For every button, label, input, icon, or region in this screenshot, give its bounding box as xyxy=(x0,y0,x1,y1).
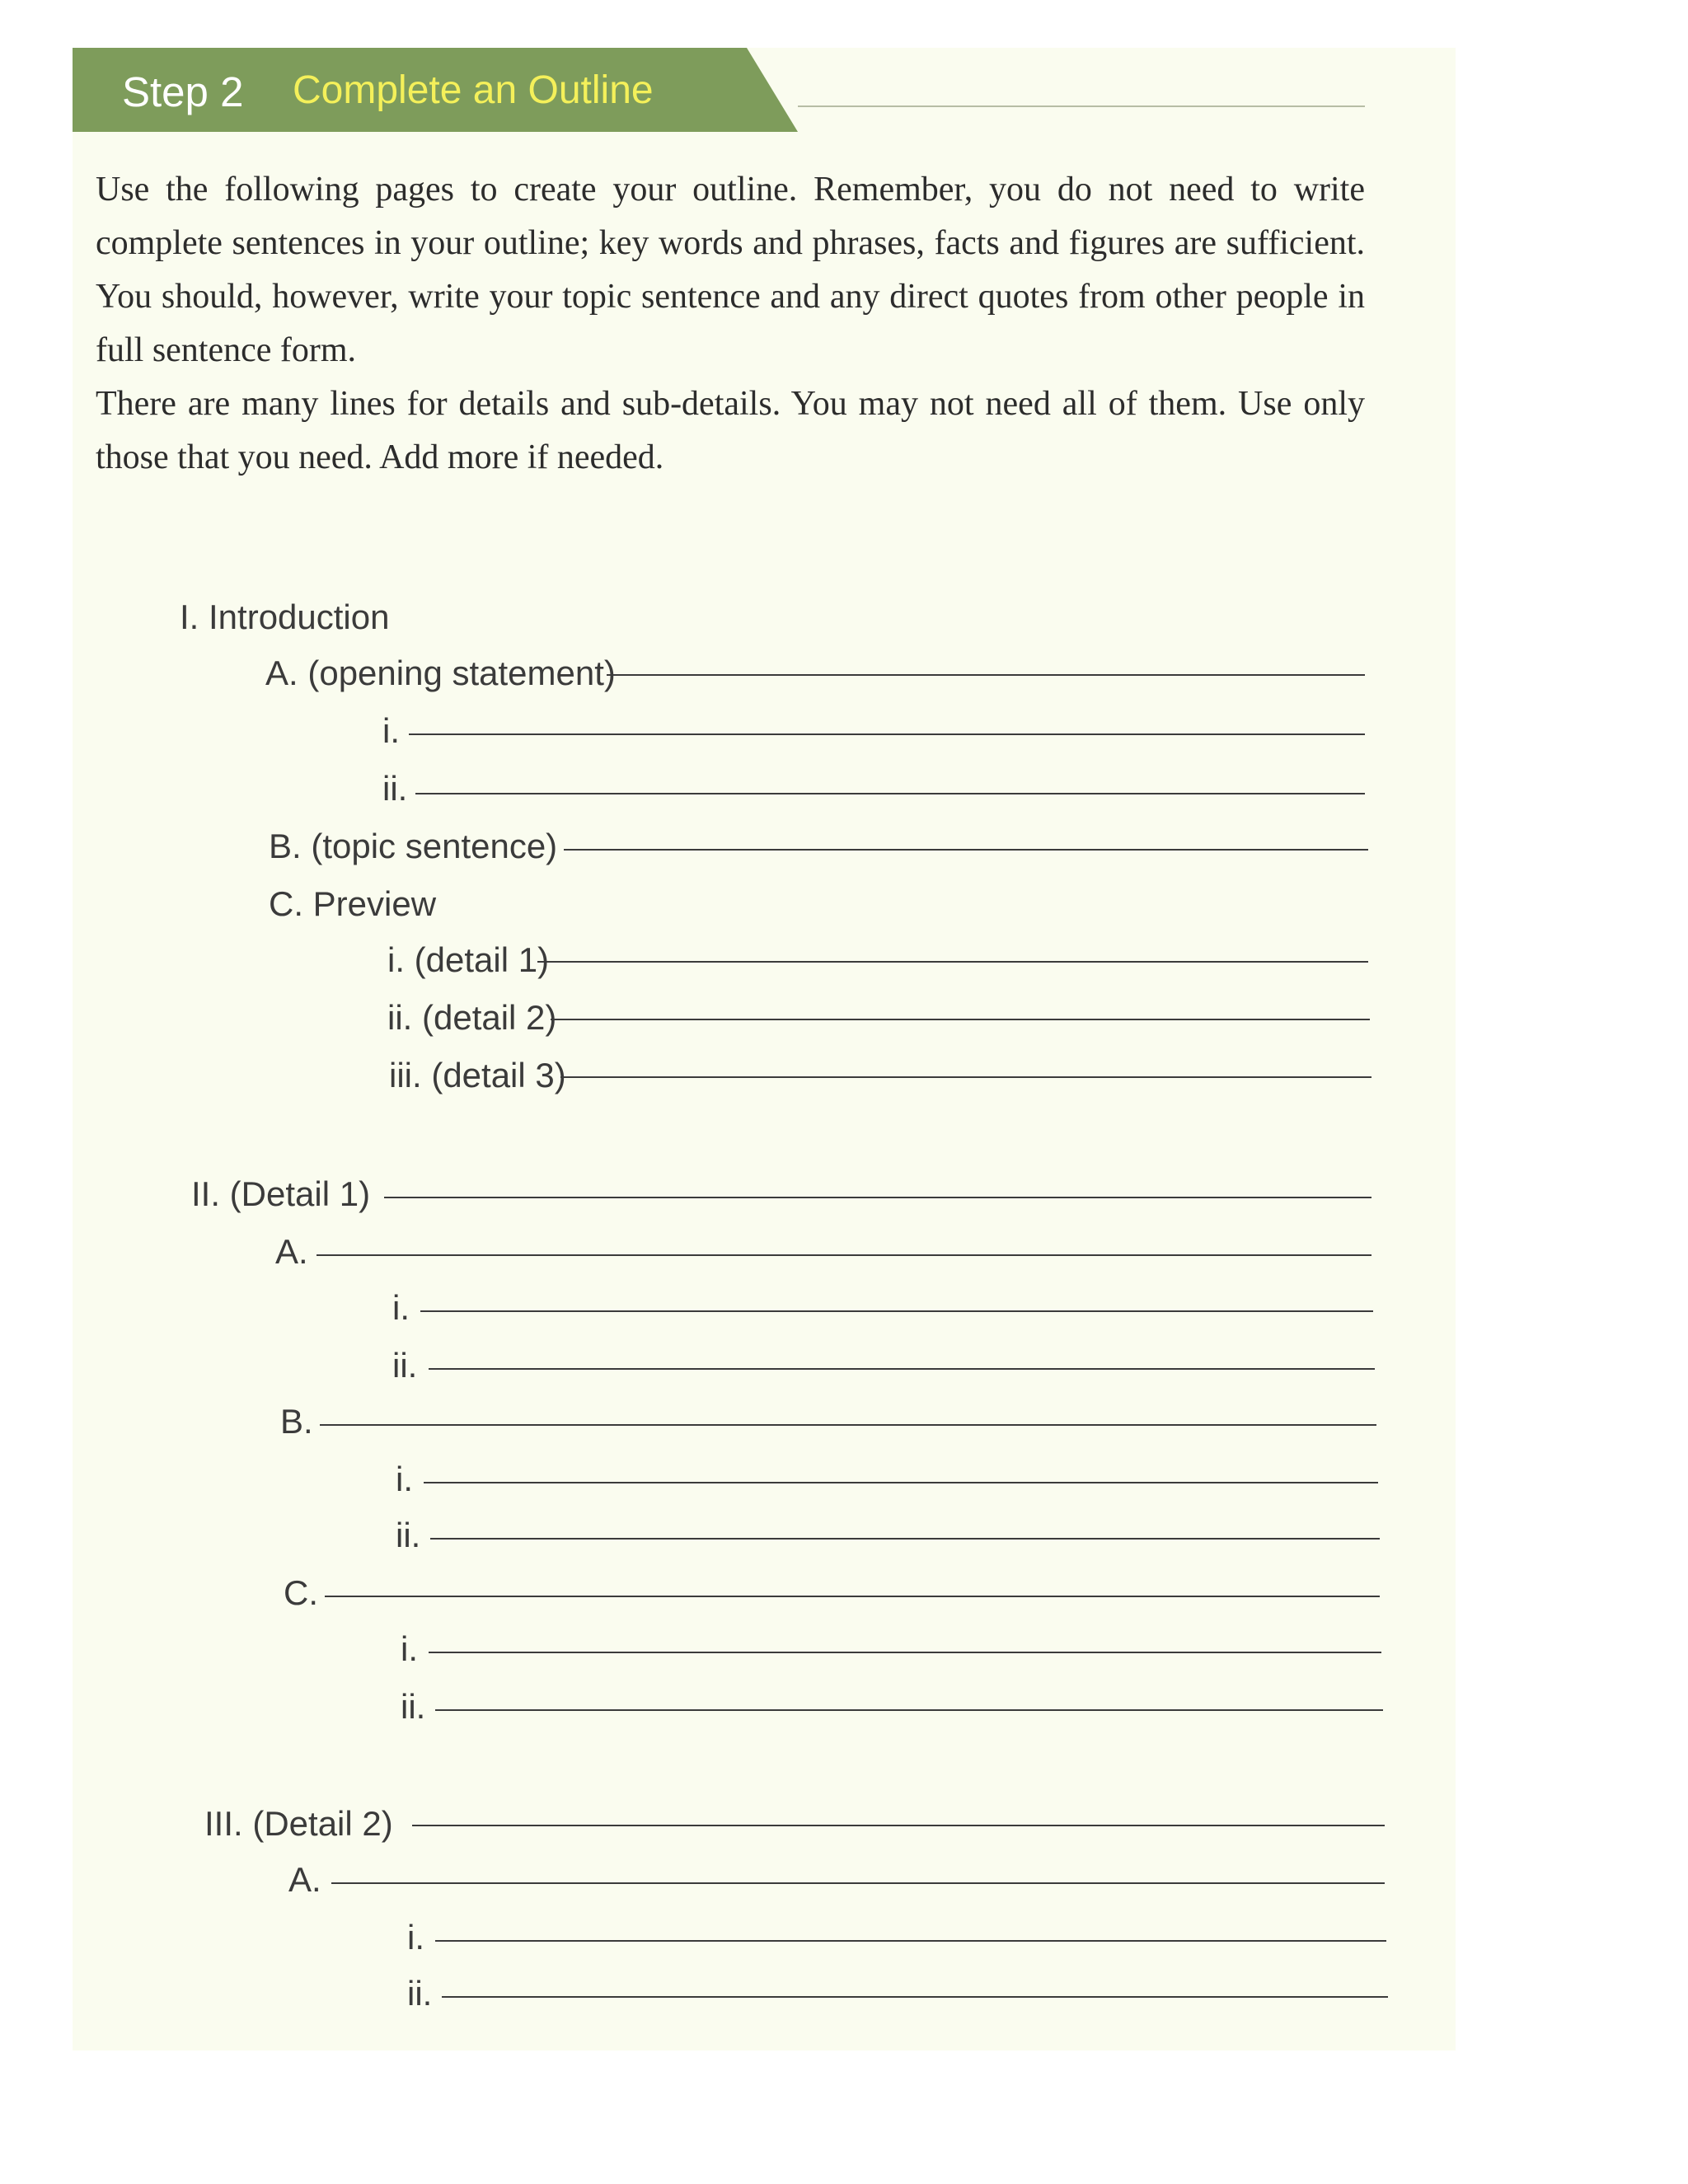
opening-statement-ii-line[interactable] xyxy=(415,793,1365,794)
detail-1-a-line[interactable] xyxy=(316,1254,1372,1256)
outline-subitem-label: ii. xyxy=(401,1687,426,1726)
outline-heading-detail-1: II. (Detail 1) xyxy=(191,1174,371,1213)
outline-item-label: B. xyxy=(280,1402,313,1441)
outline-item-opening-statement: A. (opening statement) xyxy=(265,654,616,692)
instructions xyxy=(96,163,1365,485)
outline-item-topic-sentence: B. (topic sentence) xyxy=(269,827,558,865)
outline-heading-introduction: I. Introduction xyxy=(180,598,390,636)
outline-item-label: C. xyxy=(284,1573,318,1612)
outline-subitem-label: ii. xyxy=(407,1974,433,2013)
opening-statement-i-line[interactable] xyxy=(409,733,1365,735)
detail-1-b-ii-line[interactable] xyxy=(430,1538,1380,1540)
outline-subitem-label: ii. xyxy=(396,1516,421,1554)
step-title: Complete an Outline xyxy=(293,68,654,112)
outline-subitem-label: i. xyxy=(401,1629,418,1668)
detail-1-line[interactable] xyxy=(384,1197,1372,1198)
outline-item-preview-detail-2: ii. (detail 2) xyxy=(387,998,557,1037)
detail-1-b-i-line[interactable] xyxy=(424,1482,1378,1483)
outline-subitem-label: i. xyxy=(382,711,400,750)
outline-item-label: A. xyxy=(275,1232,308,1271)
opening-statement-line[interactable] xyxy=(607,674,1365,676)
outline-subitem-label: ii. xyxy=(392,1346,418,1385)
detail-2-line[interactable] xyxy=(412,1825,1385,1826)
outline-heading-detail-2: III. (Detail 2) xyxy=(204,1804,393,1843)
preview-detail-1-line[interactable] xyxy=(537,961,1368,963)
outline-subitem-label: ii. xyxy=(382,769,408,808)
outline-subitem-label: i. xyxy=(392,1288,410,1327)
detail-2-a-line[interactable] xyxy=(331,1882,1385,1884)
banner-divider xyxy=(798,105,1365,107)
detail-1-b-line[interactable] xyxy=(320,1424,1376,1426)
instructions-paragraph-1: Use the following pages to create your outline. Remember, you do not need to write complete sentences in your outline; key words and phrases, facts and figures are sufficient. You should, however, write your topic sentence and any direct quotes from other people in full sentence form. xyxy=(96,171,1365,369)
outline-subitem-label: i. xyxy=(396,1460,413,1498)
instructions-paragraph-2: There are many lines for details and sub-details. You may not need all of them. Use only those that you need. Add more if needed. xyxy=(96,385,1365,476)
step-label: Step 2 xyxy=(122,68,244,115)
topic-sentence-line[interactable] xyxy=(564,849,1368,851)
detail-1-c-line[interactable] xyxy=(325,1596,1380,1597)
outline-item-preview-detail-1: i. (detail 1) xyxy=(387,940,550,979)
detail-2-a-i-line[interactable] xyxy=(435,1940,1386,1942)
detail-1-a-ii-line[interactable] xyxy=(429,1368,1375,1370)
preview-detail-2-line[interactable] xyxy=(551,1019,1370,1020)
detail-1-a-i-line[interactable] xyxy=(420,1310,1373,1312)
outline-item-preview: C. Preview xyxy=(269,884,437,923)
outline-item-label: A. xyxy=(288,1860,321,1899)
detail-2-a-ii-line[interactable] xyxy=(442,1996,1388,1998)
detail-1-c-ii-line[interactable] xyxy=(435,1709,1383,1711)
outline-subitem-label: i. xyxy=(407,1918,424,1957)
preview-detail-3-line[interactable] xyxy=(560,1076,1372,1078)
detail-1-c-i-line[interactable] xyxy=(429,1652,1381,1653)
outline-item-preview-detail-3: iii. (detail 3) xyxy=(389,1056,566,1094)
